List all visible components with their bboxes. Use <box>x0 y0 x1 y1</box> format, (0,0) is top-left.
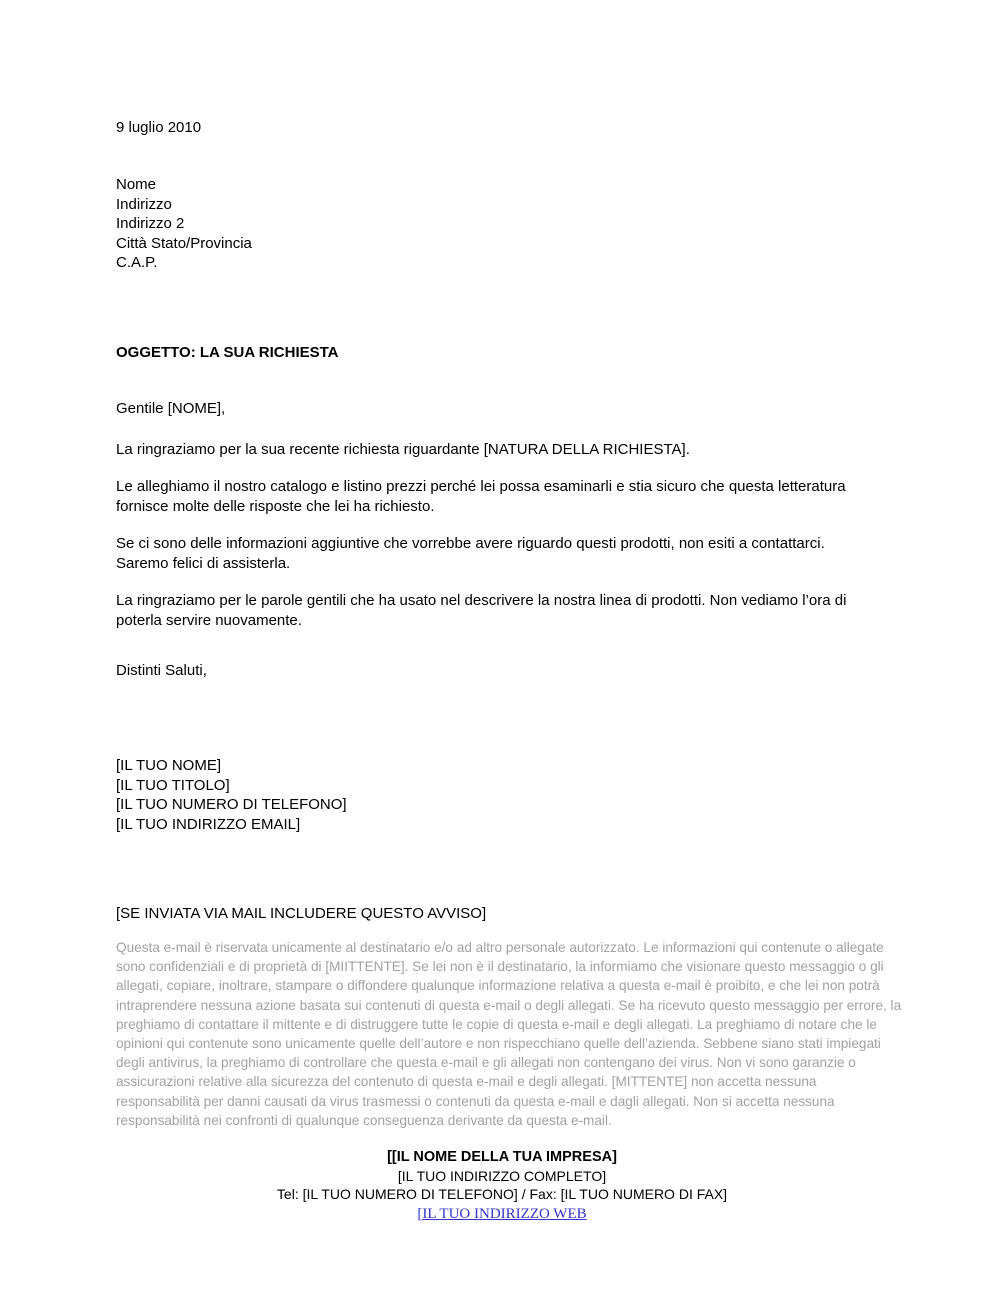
body-paragraph: Se ci sono delle informazioni aggiuntive che vorrebbe avere riguardo questi prodotti, non esiti a contattarci. Saremo felici di assisterla. <box>116 535 825 572</box>
body-paragraph: La ringraziamo per la sua recente richiesta riguardante [NATURA DELLA RICHIESTA]. <box>116 441 690 458</box>
footer-web-link[interactable]: [IL TUO INDIRIZZO WEB <box>417 1205 587 1222</box>
subject-line: OGGETTO: LA SUA RICHIESTA <box>116 344 339 361</box>
footer-address: [IL TUO INDIRIZZO COMPLETO] <box>397 1167 607 1184</box>
email-disclaimer-text: Questa e-mail è riservata unicamente al destinatario e/o ad altro personale autorizzato. Le informazioni qui contenute o allegate sono confidenziali e di proprietà di [MIITTENTE]. Se lei non è il destinatario, la informiamo che visionare questo messaggio o gli allegati, copiare, inoltrare, stampare o diffondere qualunque informazione relativa a questa e-mail è proibito, e che lei non potrà intraprendere nessuna azione basata sui contenuti di questa e-mail o degli allegati. Se ha ricevuto questo messaggio per errore, la preghiamo di contattare il mittente e di distruggere tutte le copie di questa e-mail e degli allegati. La preghiamo di notare che le opinioni qui contenute sono unicamente quelle dell’autore e non rispecchiano quelle dell’azienda. Sebbene siano stati impiegati degli antivirus, la preghiamo di controllare che questa e-mail e gli allegati non contengano dei virus. Non vi sono garanzie o assicurazioni relative alla sicurezza del contenuto di questa e-mail e degli allegati. [MITTENTE] non accetta nessuna responsabilità per danni causati da virus trasmessi o contenuti da questa e-mail e dagli allegati. Non si accetta nessuna responsabilità nei confronti di qualunque conseguenza derivante da questa e-mail. <box>116 940 902 1128</box>
address-line: Indirizzo <box>116 195 172 213</box>
letter-date: 9 luglio 2010 <box>116 119 202 136</box>
closing-line: Distinti Saluti, <box>116 662 207 679</box>
salutation: Gentile [NOME], <box>116 400 226 417</box>
email-notice-heading: [SE INVIATA VIA MAIL INCLUDERE QUESTO AVVISO] <box>116 905 487 922</box>
signature-line: [IL TUO INDIRIZZO EMAIL] <box>116 815 301 833</box>
signature-line: [IL TUO NOME] <box>116 757 222 774</box>
footer-phone-fax: Tel: [IL TUO NUMERO DI TELEFONO] / Fax: [IL TUO NUMERO DI FAX] <box>276 1186 728 1202</box>
signature-block <box>116 756 347 834</box>
body-paragraph: Le alleghiamo il nostro catalogo e listino prezzi perché lei possa esaminarli e stia sicuro che questa letteratura fornisce molte delle risposte che lei ha richiesto. <box>116 478 846 515</box>
address-line: Città Stato/Provincia <box>116 234 252 252</box>
address-line: Nome <box>116 176 157 193</box>
address-line: C.A.P. <box>116 254 158 271</box>
body-paragraph: La ringraziamo per le parole gentili che ha usato nel descrivere la nostra linea di prodotti. Non vediamo l’ora di poterla servire nuovamente. <box>116 592 847 629</box>
address-line: Indirizzo 2 <box>116 215 185 232</box>
footer-company-name: [[IL NOME DELLA TUA IMPRESA] <box>387 1149 617 1165</box>
letter-footer <box>102 1148 902 1223</box>
footer-web-row <box>102 1204 902 1224</box>
recipient-address-block <box>116 175 252 273</box>
signature-line: [IL TUO TITOLO] <box>116 776 230 794</box>
signature-line: [IL TUO NUMERO DI TELEFONO] <box>116 796 347 813</box>
